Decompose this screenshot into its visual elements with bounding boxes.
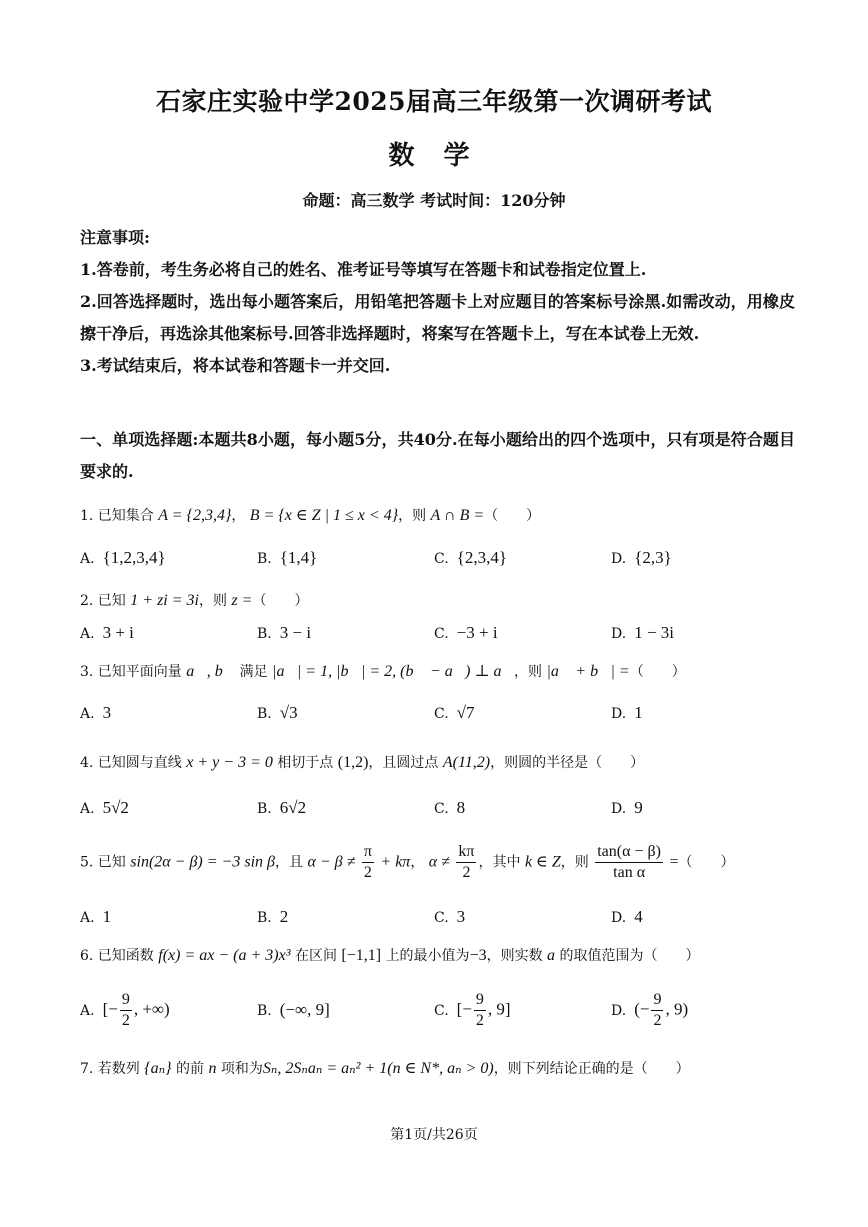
question-7-sequence: {aₙ} (144, 1060, 172, 1077)
option-label: A. (80, 910, 95, 926)
option-value: 8 (456, 798, 466, 817)
option-value-pre: (− (634, 999, 650, 1019)
option-label: B. (257, 801, 272, 817)
option-value: 1 − 3i (634, 623, 674, 642)
question-1-paren: （ ） (484, 508, 541, 524)
question-5-text-c: ， (410, 854, 425, 871)
question-3-conditions: |a⃗| = 1, |b⃗| = 2, (b⃗ − a⃗) ⊥ a⃗ (272, 663, 514, 680)
frac-numerator: 9 (474, 990, 486, 1011)
frac-denominator: 2 (121, 1012, 130, 1029)
notes-item: 2.回答选择题时，选出每小题答案后，用铅笔把答题卡上对应题目的答案标号涂黑.如需改动，用橡皮擦干净后，再选涂其他案标号.回答非选择题时，将案写在答题卡上，写在本试卷上无效. (80, 292, 795, 343)
option-label: B. (257, 1003, 272, 1019)
question-6-function: f(x) = ax − (a + 3)x³ (158, 947, 291, 964)
question-2-text-b: ，则 (198, 593, 227, 609)
option-label: D. (611, 706, 627, 722)
option-a[interactable] (80, 623, 134, 643)
option-value: −3 + i (456, 623, 498, 642)
question-3-text-c: ，则 (513, 664, 542, 680)
question-3-vectors: a⃗, b⃗ (186, 663, 236, 680)
question-6 (80, 945, 800, 965)
question-3-target: |a⃗ + b⃗| = (546, 663, 630, 680)
question-1-set-b: B = {x ∈ Z | 1 ≤ x < 4} (249, 507, 399, 524)
question-5-text-e: ，则 (560, 854, 589, 871)
option-value: 1 (634, 703, 643, 722)
exam-meta: 命题：高三数学 考试时间：120分钟 (302, 191, 566, 210)
option-value: √3 (279, 703, 298, 722)
question-7-text-d: ，则下列结论正确的是（ ） (493, 1061, 690, 1077)
question-5-text-b: ，且 (275, 854, 303, 871)
question-7-n: n (208, 1060, 217, 1077)
option-value: {1,4} (279, 548, 318, 567)
question-6-min: −3 (469, 947, 487, 964)
option-value: {2,3} (634, 548, 672, 567)
exam-title: 石家庄实验中学2025届高三年级第一次调研考试 (155, 87, 713, 116)
option-label: C. (434, 801, 449, 817)
option-a[interactable] (80, 548, 166, 568)
question-6-text-b: 在区间 (294, 948, 337, 964)
option-label: D. (611, 910, 627, 926)
option-label: B. (257, 910, 272, 926)
question-7-text-c: 项和为 (220, 1061, 263, 1077)
option-label: C. (434, 706, 449, 722)
option-d[interactable] (611, 623, 674, 643)
option-d[interactable] (611, 990, 688, 1031)
question-5-cond-2: α ≠ (428, 853, 450, 871)
option-value: 5√2 (102, 798, 129, 817)
option-value-pre: (−∞, 9] (279, 1000, 330, 1019)
option-label: A. (80, 551, 95, 567)
option-b[interactable] (257, 548, 317, 568)
question-4-text: 4. 已知圆与直线 (80, 755, 182, 771)
frac-denominator: 2 (475, 1012, 484, 1029)
option-label: D. (611, 1002, 627, 1019)
question-5-frac-3 (595, 842, 663, 883)
option-value-post: , 9) (665, 999, 689, 1019)
question-4-point: (1,2) (337, 754, 369, 771)
question-5-text: 5. 已知 (80, 854, 126, 871)
question-5-text-d: ，其中 (478, 854, 521, 871)
option-c[interactable] (434, 548, 507, 568)
notes-block (80, 222, 795, 382)
option-value-pre: [− (102, 999, 118, 1019)
notes-heading: 注意事项: (80, 228, 150, 247)
option-label: C. (434, 910, 449, 926)
question-6-text-d: ，则实数 (486, 948, 543, 964)
option-c[interactable] (434, 623, 498, 643)
question-5 (80, 842, 800, 883)
question-6-text-c: 上的最小值为 (385, 948, 470, 964)
option-fraction (651, 990, 663, 1031)
option-label: C. (434, 626, 449, 642)
frac-numerator: 9 (651, 990, 663, 1011)
option-c[interactable] (434, 703, 475, 723)
frac-denominator: 2 (363, 864, 372, 881)
notes-item: 3.考试结束后，将本试卷和答题卡一并交回. (80, 356, 391, 375)
option-value: 6√2 (279, 798, 307, 817)
question-2-text: 2. 已知 (80, 593, 126, 609)
option-value: {1,2,3,4} (102, 548, 166, 567)
option-c[interactable] (434, 798, 465, 818)
option-c[interactable] (434, 990, 511, 1031)
question-4-text-d: ，则圆的半径是（ ） (490, 755, 645, 771)
question-5-frac-2 (456, 842, 476, 883)
question-4-point-a: A(11,2) (442, 754, 491, 771)
question-1-text: 1. 已知集合 (80, 508, 154, 524)
question-5-paren: （ ） (678, 854, 735, 871)
option-label: A. (80, 801, 95, 817)
option-b[interactable] (257, 907, 288, 927)
option-value-post: , +∞) (133, 999, 170, 1019)
question-6-interval: [−1,1] (341, 947, 382, 964)
option-value: 9 (634, 798, 643, 817)
option-value: 1 (102, 907, 112, 926)
question-4-text-b: 相切于点 (277, 755, 334, 771)
question-3-text-b: 满足 (239, 664, 268, 680)
option-value: 3 (456, 907, 466, 926)
question-1-set-a: A = {2,3,4} (158, 507, 232, 524)
option-d[interactable] (611, 798, 643, 818)
question-2-paren: （ ） (252, 593, 309, 609)
option-fraction (120, 990, 132, 1031)
option-a[interactable] (80, 907, 111, 927)
option-label: A. (80, 706, 95, 722)
option-label: B. (257, 551, 272, 567)
exam-subject: 数 学 (388, 141, 480, 171)
option-value: 3 (102, 703, 112, 722)
option-d[interactable] (611, 907, 643, 927)
question-2-equation: 1 + zi = 3i (130, 592, 199, 609)
option-label: C. (434, 1002, 449, 1019)
option-value: 4 (634, 907, 643, 926)
question-3-paren: （ ） (629, 664, 686, 680)
question-3-text: 3. 已知平面向量 (80, 664, 182, 680)
question-7-text: 7. 若数列 (80, 1061, 140, 1077)
option-label: C. (434, 551, 449, 567)
option-b[interactable] (257, 623, 311, 643)
option-value: 3 + i (102, 623, 134, 642)
question-6-text: 6. 已知函数 (80, 948, 154, 964)
question-5-cond-1: α − β ≠ (307, 853, 356, 871)
option-label: A. (80, 1002, 95, 1019)
option-fraction (474, 990, 486, 1031)
question-3 (80, 661, 800, 681)
option-label: A. (80, 626, 95, 642)
frac-numerator: tan(α − β) (595, 842, 663, 863)
option-d[interactable] (611, 548, 672, 568)
option-a[interactable] (80, 703, 111, 723)
question-1-sep: ， (231, 508, 246, 524)
option-value-pre: [− (456, 999, 472, 1019)
option-label: D. (611, 626, 627, 642)
question-4 (80, 752, 800, 772)
option-b[interactable] (257, 798, 306, 818)
question-5-frac-1 (362, 842, 374, 883)
question-6-a: a (547, 947, 556, 964)
question-1-intersection: A ∩ B = (430, 507, 485, 524)
question-1 (80, 505, 800, 525)
option-label: D. (611, 801, 627, 817)
question-2 (80, 590, 800, 610)
option-value-post: , 9] (487, 999, 511, 1019)
question-5-equals: = (669, 853, 679, 871)
option-value: 3 − i (279, 623, 312, 642)
option-label: B. (257, 706, 272, 722)
question-5-k: k ∈ Z (524, 853, 561, 871)
section-heading: 一、单项选择题:本题共8小题，每小题5分，共40分.在每小题给出的四个选项中，只有项是符合题目要求的. (80, 430, 795, 481)
option-value: 2 (279, 907, 289, 926)
question-7 (80, 1058, 800, 1078)
question-4-line: x + y − 3 = 0 (186, 754, 273, 771)
question-7-text-b: 的前 (176, 1061, 204, 1077)
option-value: √7 (456, 703, 475, 722)
frac-denominator: 2 (462, 864, 471, 881)
question-6-text-e: 的取值范围为（ ） (559, 948, 700, 964)
option-label: B. (257, 626, 272, 642)
question-4-text-c: ，且圆过点 (368, 755, 439, 771)
page-footer: 第1页/共26页 (390, 1127, 478, 1143)
frac-denominator: tan α (613, 864, 646, 881)
frac-numerator: π (362, 842, 374, 863)
option-value: {2,3,4} (456, 548, 507, 567)
option-a[interactable] (80, 990, 170, 1031)
frac-numerator: kπ (456, 842, 476, 863)
option-c[interactable] (434, 907, 465, 927)
question-5-cond-1b: + kπ (380, 853, 411, 871)
option-b[interactable] (257, 1000, 330, 1020)
option-b[interactable] (257, 703, 298, 723)
option-label: D. (611, 551, 627, 567)
question-7-relation: Sₙ, 2Sₙaₙ = aₙ² + 1(n ∈ N*, aₙ > 0) (262, 1060, 494, 1077)
notes-item: 1.答卷前，考生务必将自己的姓名、准考证号等填写在答题卡和试卷指定位置上. (80, 260, 647, 279)
option-a[interactable] (80, 798, 129, 818)
question-1-text-b: ，则 (398, 508, 427, 524)
frac-numerator: 9 (120, 990, 132, 1011)
option-d[interactable] (611, 703, 643, 723)
question-2-z: z = (231, 592, 253, 609)
question-5-equation: sin(2α − β) = −3 sin β (130, 853, 275, 871)
frac-denominator: 2 (653, 1012, 662, 1029)
